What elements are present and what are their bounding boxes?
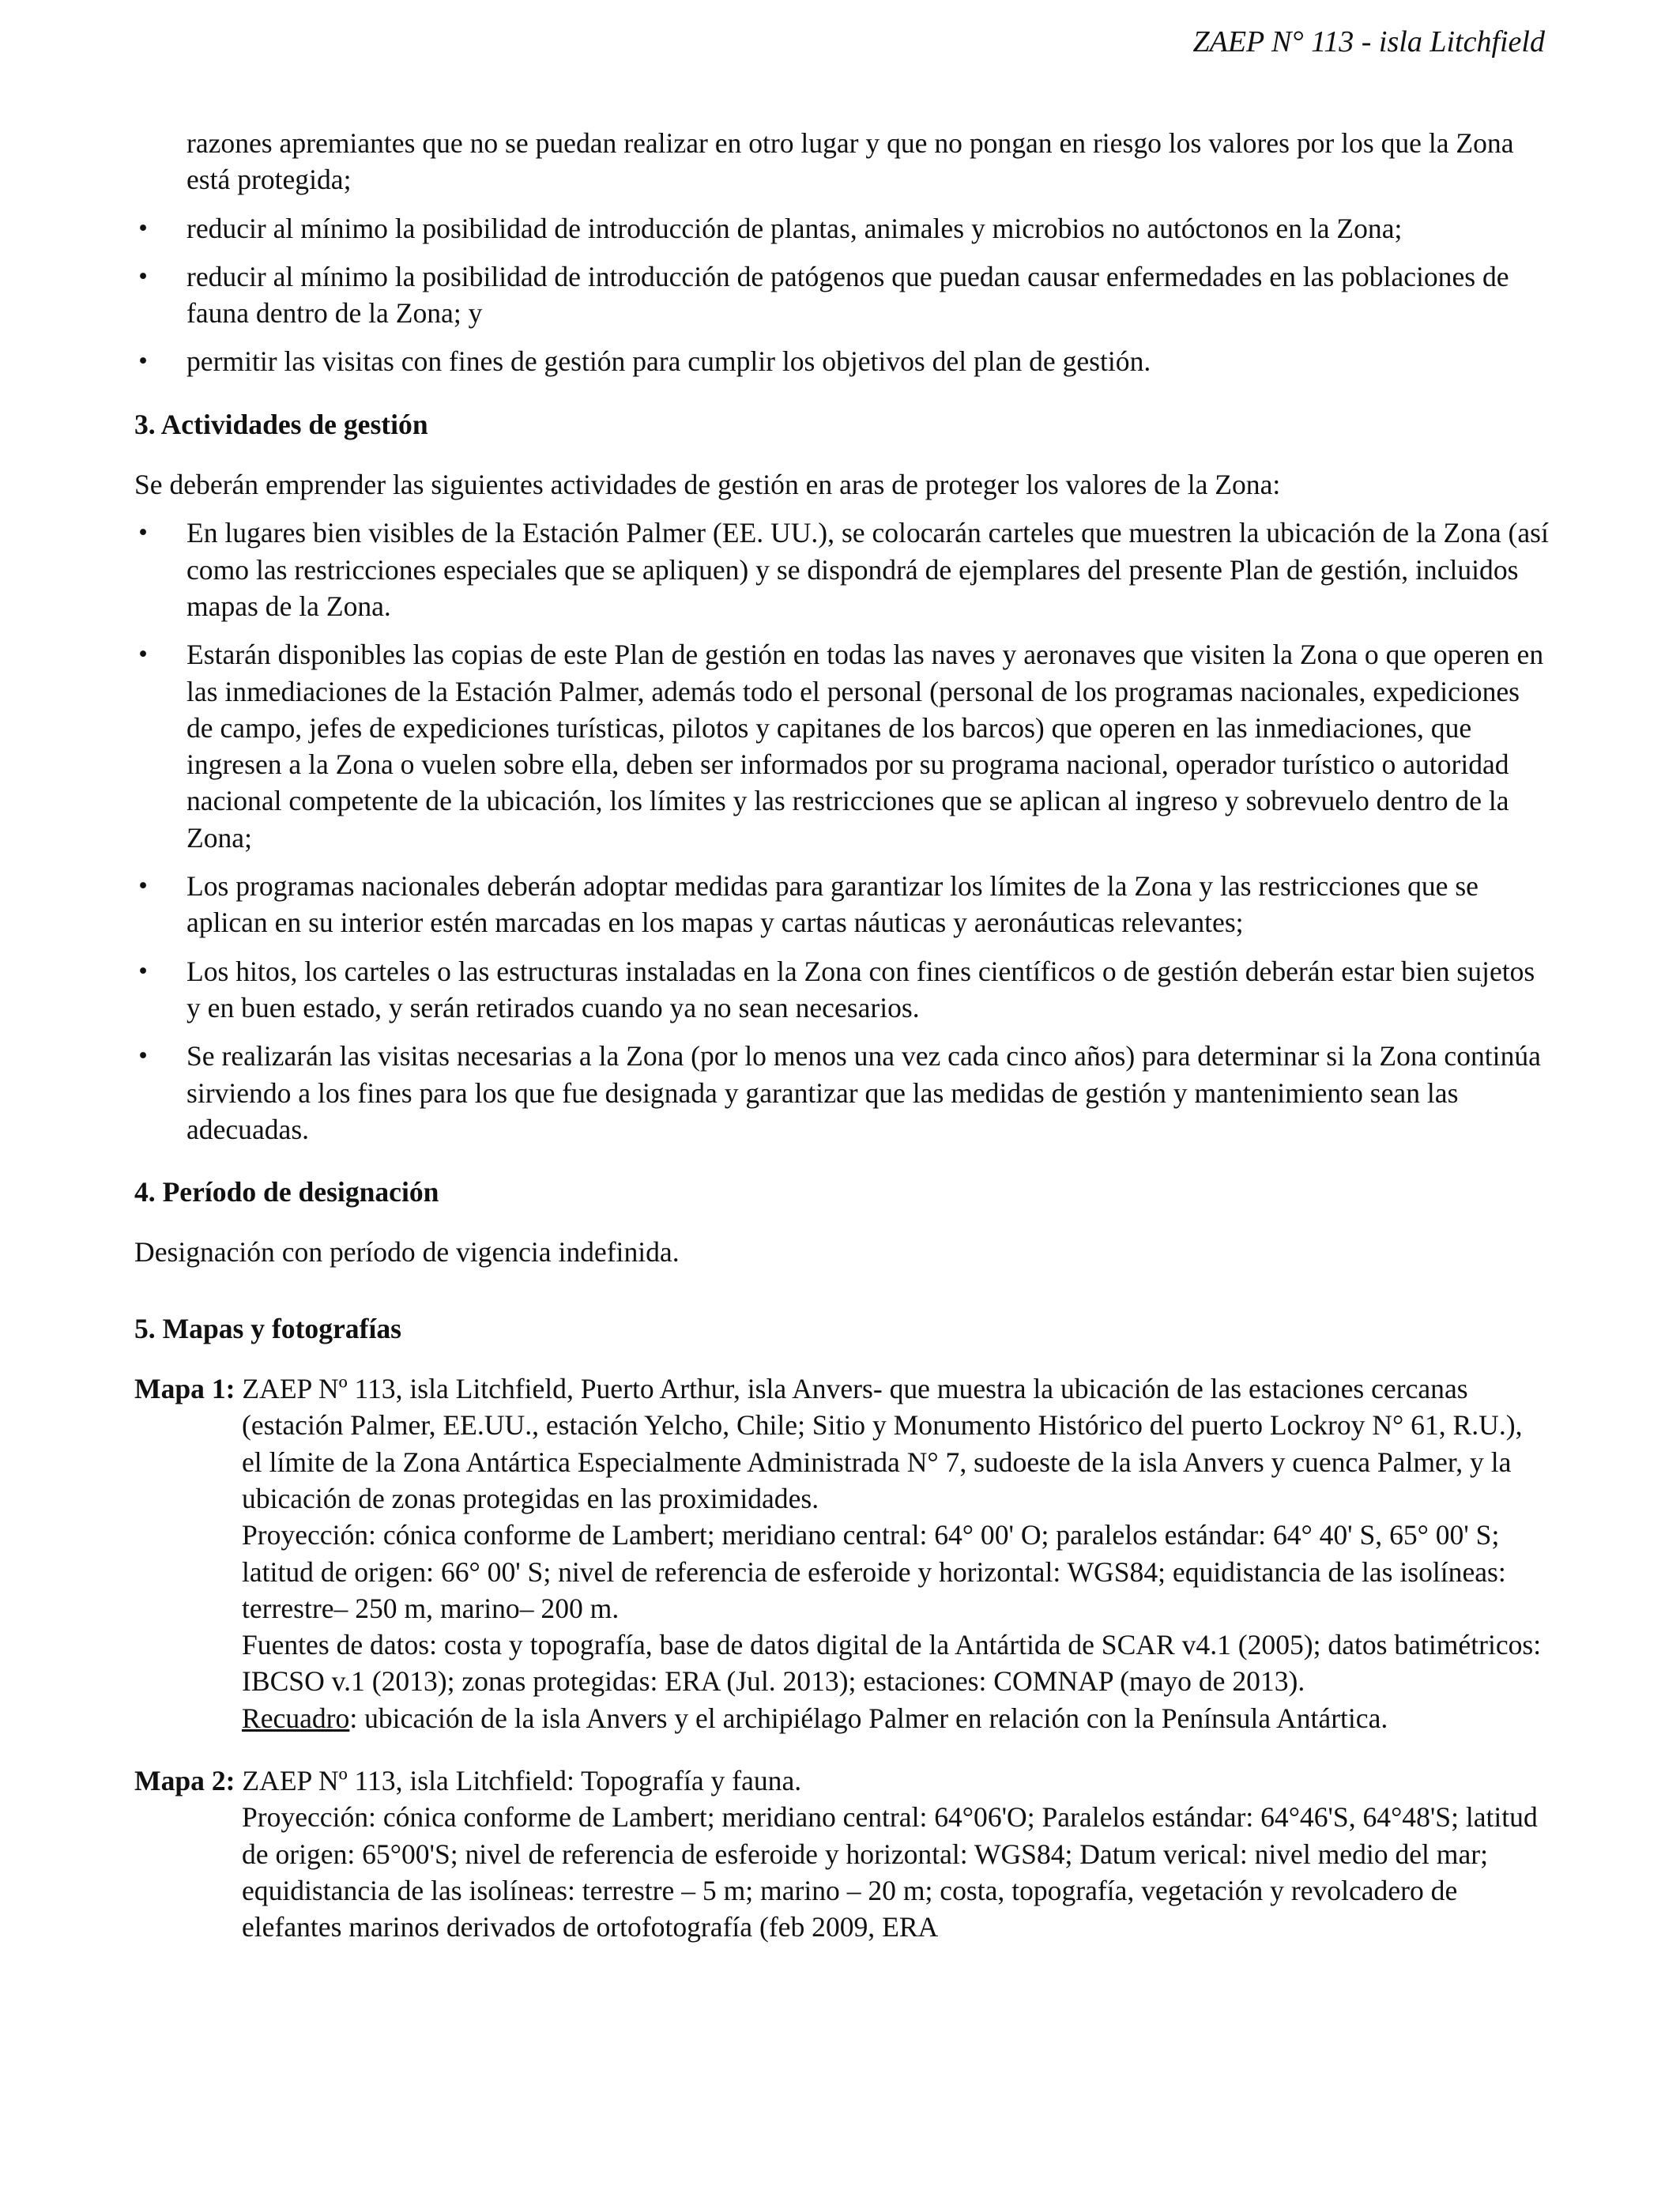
list-item-text: Se realizarán las visitas necesarias a la Zona (por lo menos una vez cada cinco años) para determinar si la Zona continúa sirviendo a los fines para los que fue designada y garantizar que las medidas de gestión y mantenimiento sean las adecuadas. bbox=[186, 1040, 1541, 1145]
map-1-label: Mapa 1: bbox=[134, 1373, 235, 1405]
bullet-icon: • bbox=[138, 213, 148, 243]
list-item-text: permitir las visitas con fines de gestión para cumplir los objetivos del plan de gestión. bbox=[186, 345, 1151, 378]
map-2-title: ZAEP Nº 113, isla Litchfield: Topografía y fauna. bbox=[242, 1764, 802, 1796]
section-heading-maps: 5. Mapas y fotografías bbox=[134, 1312, 401, 1344]
list-item bbox=[134, 868, 1549, 941]
list-item-text: Los programas nacionales deberán adoptar medidas para garantizar los límites de la Zona y las restricciones que se aplican en su interior estén marcadas en los mapas y cartas náuticas y aeronáuticas relevantes; bbox=[186, 870, 1478, 939]
list-item bbox=[134, 258, 1549, 332]
list-item bbox=[134, 210, 1549, 247]
bullet-icon: • bbox=[138, 956, 148, 986]
list-item bbox=[134, 636, 1549, 856]
intro-bullet-list bbox=[134, 210, 1549, 380]
map-1-inset-label: Recuadro bbox=[242, 1702, 350, 1734]
map-1-inset-text: : ubicación de la isla Anvers y el archipiélago Palmer en relación con la Península Antártica. bbox=[349, 1702, 1388, 1734]
list-item bbox=[134, 1038, 1549, 1148]
management-bullet-list bbox=[134, 515, 1549, 1148]
bullet-icon: • bbox=[138, 640, 148, 669]
map-1-projection: Proyección: cónica conforme de Lambert; meridiano central: 64° 00' O; paralelos estándar: 64° 40' S, 65° 00' S; latitud de origen: 66° 00' S; nivel de referencia de esferoide y horizontal: WGS84; equidistancia de las isolíneas: terrestre– 250 m, marino– 200 m. bbox=[242, 1519, 1506, 1624]
section-heading-designation: 4. Período de designación bbox=[134, 1176, 439, 1208]
list-item-text: En lugares bien visibles de la Estación Palmer (EE. UU.), se colocarán carteles que muestren la ubicación de la Zona (así como las restricciones especiales que se apliquen) y se dispondrá de ejemplares del presente Plan de gestión, incluidos mapas de la Zona. bbox=[186, 517, 1549, 622]
map-1-title-paragraph bbox=[134, 1370, 1549, 1517]
list-item bbox=[134, 953, 1549, 1027]
map-1-title: ZAEP Nº 113, isla Litchfield, Puerto Arthur, isla Anvers- que muestra la ubicación de las estaciones cercanas (estación Palmer, EE.UU., estación Yelcho, Chile; Sitio y Monumento Histórico del puerto Lockroy N° 61, R.U.), el límite de la Zona Antártica Especialmente Administrada N° 7, sudoeste de la isla Anvers y cuenca Palmer, y la ubicación de zonas protegidas en las proximidades. bbox=[242, 1373, 1523, 1514]
map-2-title-paragraph bbox=[134, 1762, 1549, 1799]
list-item bbox=[134, 343, 1549, 379]
section-heading-activities: 3. Actividades de gestión bbox=[134, 408, 428, 440]
bullet-icon: • bbox=[138, 1042, 148, 1071]
list-item-text: reducir al mínimo la posibilidad de introducción de patógenos que puedan causar enfermedades en las poblaciones de fauna dentro de la Zona; y bbox=[186, 260, 1509, 330]
intro-continuation: razones apremiantes que no se puedan realizar en otro lugar y que no pongan en riesgo los valores por los que la Zona está protegida; bbox=[186, 127, 1514, 196]
map-2-projection: Proyección: cónica conforme de Lambert; meridiano central: 64°06'O; Paralelos estándar: 64°46'S, 64°48'S; latitud de origen: 65°00'S; nivel de referencia de esferoide y horizontal: WGS84; Datum verical: nivel medio del mar; equidistancia de las isolíneas: terrestre – 5 m; marino – 20 m; costa, topografía, vegetación y revolcadero de elefantes marinos derivados de ortofotografía (feb 2009, ERA bbox=[242, 1801, 1538, 1943]
section-intro: Se deberán emprender las siguientes actividades de gestión en aras de proteger los valores de la Zona: bbox=[134, 469, 1281, 501]
map-1-inset bbox=[134, 1700, 1549, 1736]
bullet-icon: • bbox=[138, 518, 148, 548]
list-item-text: Los hitos, los carteles o las estructuras instaladas en la Zona con fines científicos o de gestión deberán estar bien sujetos y en buen estado, y serán retirados cuando ya no sean necesarios. bbox=[186, 955, 1535, 1023]
running-header: ZAEP N° 113 - isla Litchfield bbox=[1192, 25, 1545, 58]
list-item-text: reducir al mínimo la posibilidad de introducción de plantas, animales y microbios no autóctonos en la Zona; bbox=[186, 212, 1403, 244]
bullet-icon: • bbox=[138, 262, 148, 291]
document-body bbox=[134, 125, 1549, 1945]
list-item bbox=[134, 515, 1549, 624]
map-2-entry bbox=[134, 1762, 1549, 1945]
map-1-entry bbox=[134, 1370, 1549, 1736]
list-item-text: Estarán disponibles las copias de este Plan de gestión en todas las naves y aeronaves que visiten la Zona o que operen en las inmediaciones de la Estación Palmer, además todo el personal (personal de los programas nacionales, expediciones de campo, jefes de expediciones turísticas, pilotos y capitanes de los barcos) que operen en las inmediaciones, que ingresen a la Zona o vuelen sobre ella, deben ser informados por su programa nacional, operador turístico o autoridad nacional competente de la ubicación, los límites y las restricciones que se aplican al ingreso y sobrevuelo dentro de la Zona; bbox=[186, 639, 1544, 854]
bullet-icon: • bbox=[138, 347, 148, 376]
designation-text: Designación con período de vigencia indefinida. bbox=[134, 1236, 680, 1269]
bullet-icon: • bbox=[138, 872, 148, 901]
map-2-label: Mapa 2: bbox=[134, 1764, 235, 1796]
map-1-sources: Fuentes de datos: costa y topografía, base de datos digital de la Antártida de SCAR v4.1 (2005); datos batimétricos: IBCSO v.1 (2013); zonas protegidas: ERA (Jul. 2013); estaciones: COMNAP (mayo de 2013). bbox=[242, 1629, 1542, 1698]
